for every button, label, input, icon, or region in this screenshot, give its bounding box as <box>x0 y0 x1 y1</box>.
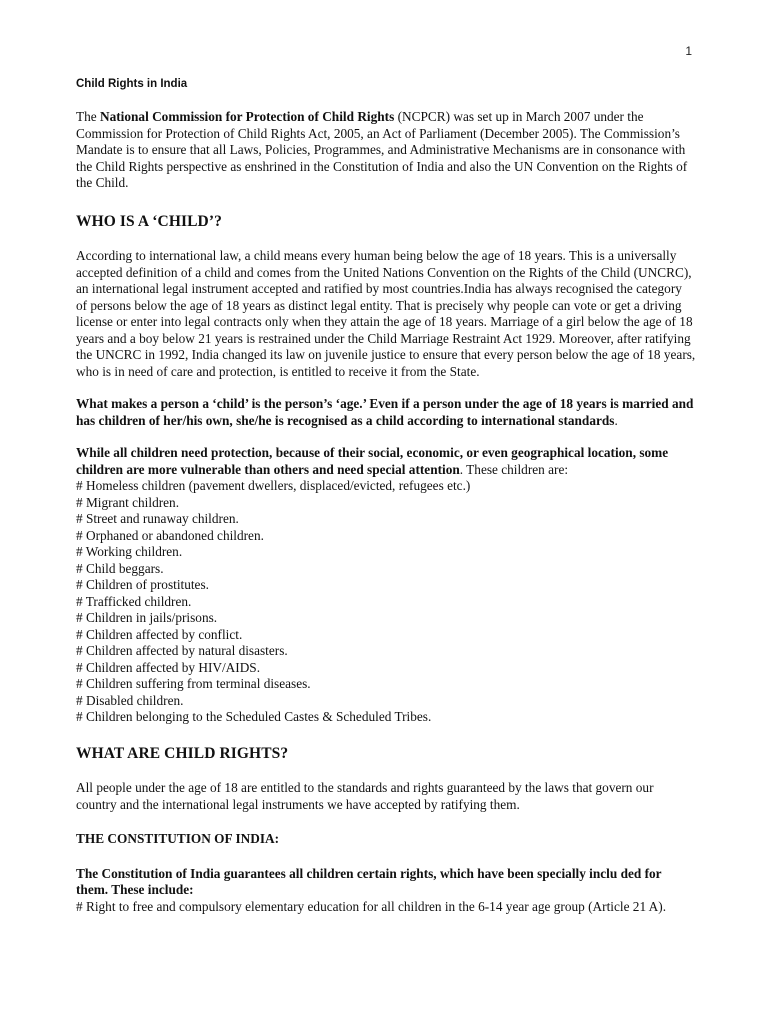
heading-constitution: THE CONSTITUTION OF INDIA: <box>76 831 280 846</box>
list-item: # Trafficked children. <box>76 593 192 609</box>
list-item: # Street and runaway children. <box>76 511 239 526</box>
list-item: # Children affected by HIV/AIDS. <box>76 659 261 675</box>
list-item: # Disabled children. <box>76 692 184 708</box>
paragraph-constitution-intro: The Constitution of India guarantees all children certain rights, which have been specially inclu ded for them. These include: <box>76 865 662 897</box>
list-item: # Children affected by natural disasters. <box>76 643 288 658</box>
constitution-rights-list <box>76 899 696 916</box>
heading-who-is-child: WHO IS A ‘CHILD’? <box>76 212 222 230</box>
intro-paragraph: The National Commission for Protection of Child Rights (NCPCR) was set up in March 2007 under the Commission for Protection of Child Rights Act, 2005, an Act of Parliament (December 2005). The Commission’s Mandate is to ensure that all Laws, Policies, Programmes, and Administrative Mechanisms are in consonance with the Child Rights perspective as enshrined in the Constitution of India and also the UN Convention on the Rights of the Child. <box>76 109 688 190</box>
list-item: # Migrant children. <box>76 494 180 510</box>
list-item: # Children affected by conflict. <box>76 626 243 642</box>
list-item: # Children in jails/prisons. <box>76 610 218 625</box>
paragraph-vulnerable-intro: While all children need protection, because of their social, economic, or even geographical location, some children are more vulnerable than others and need special attention. These children are: <box>76 445 669 477</box>
list-item: # Working children. <box>76 544 183 559</box>
list-item: # Orphaned or abandoned children. <box>76 527 264 543</box>
list-item: # Children suffering from terminal diseases. <box>76 676 311 691</box>
ncpcr-name: National Commission for Protection of Child Rights <box>100 109 395 124</box>
paragraph-age-definition: What makes a person a ‘child’ is the person’s ‘age.’ Even if a person under the age of 18 years is married and has children of her/his own, she/he is recognised as a child according to international standards. <box>76 396 694 428</box>
page-number: 1 <box>685 44 692 58</box>
paragraph-child-definition: According to international law, a child means every human being below the age of 18 years. This is a universally accepted definition of a child and comes from the United Nations Convention on the Rights of the Child (UNCRC), an international legal instrument accepted and ratified by most countries.India has always recognised the category of persons below the age of 18 years as distinct legal entity. That is precisely why people can vote or get a driving license or enter into legal contracts only when they attain the age of 18 years. Marriage of a girl below the age of 18 years and a boy below 21 years is restrained under the Child Marriage Restraint Act 1929. Moreover, after ratifying the UNCRC in 1992, India changed its law on juvenile justice to ensure that every person below the age of 18 years, who is in need of care and protection, is entitled to receive it from the State. <box>76 248 696 379</box>
heading-what-are-child-rights: WHAT ARE CHILD RIGHTS? <box>76 744 289 762</box>
list-item: # Children belonging to the Scheduled Castes & Scheduled Tribes. <box>76 709 432 724</box>
list-item: # Child beggars. <box>76 560 164 576</box>
paragraph-rights-intro: All people under the age of 18 are entitled to the standards and rights guaranteed by the laws that govern our country and the international legal instruments we have accepted by ratifying them. <box>76 780 654 812</box>
document-body <box>76 109 696 915</box>
document-title: Child Rights in India <box>76 78 188 90</box>
list-item: # Right to free and compulsory elementary education for all children in the 6-14 year age group (Article 21 A). <box>76 898 667 914</box>
list-item: # Homeless children (pavement dwellers, displaced/evicted, refugees etc.) <box>76 478 471 493</box>
vulnerable-children-list <box>76 478 696 726</box>
list-item: # Children of prostitutes. <box>76 577 209 592</box>
